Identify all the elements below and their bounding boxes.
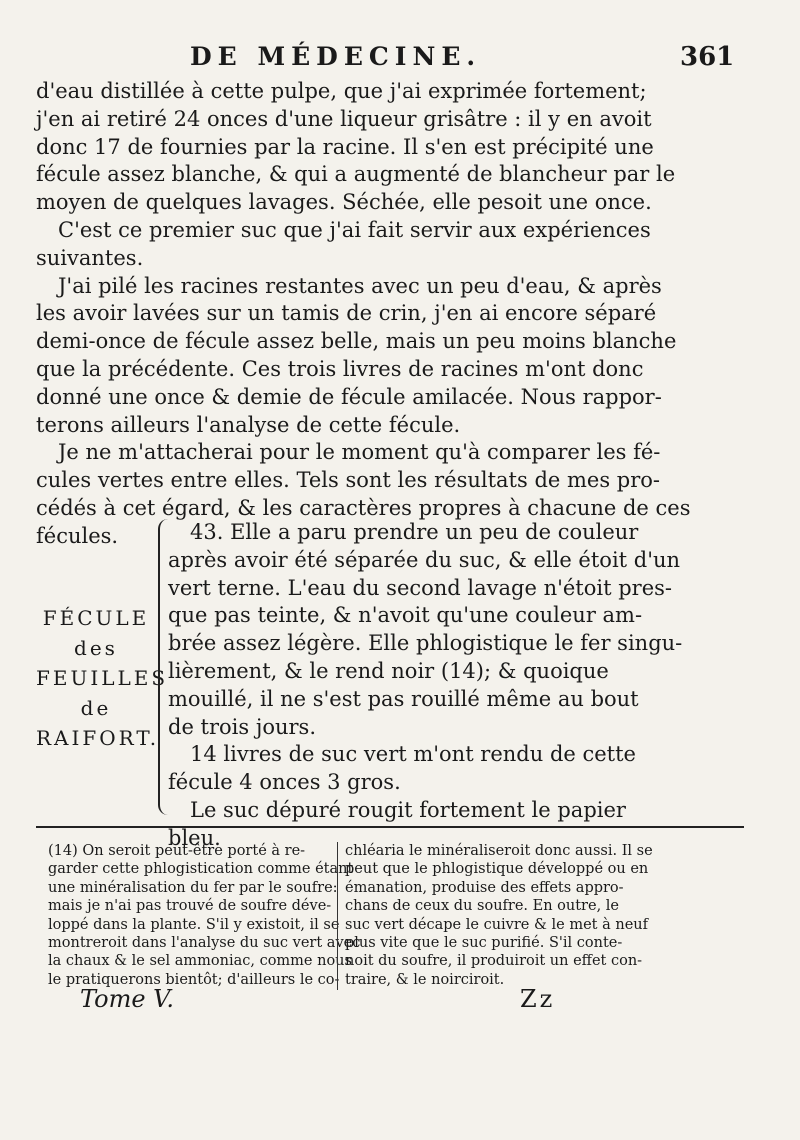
text-line: donné une once & demie de fécule amilacée. Nous rappor- (36, 384, 662, 409)
text-line: cules vertes entre elles. Tels sont les résultats de mes pro- (36, 468, 661, 493)
footnote-column-right (345, 842, 740, 989)
text-line: lièrement, & le rend noir (14); & quoique (168, 658, 609, 683)
volume-signature: Tome V. (80, 985, 174, 1013)
text-line: Le suc dépuré rougit fortement le papier (190, 797, 626, 822)
text-line: suivantes. (36, 245, 144, 270)
text-line: fécule 4 onces 3 gros. (168, 770, 401, 795)
text-line: bleu. (168, 825, 221, 850)
text-line: fécules. (36, 523, 119, 548)
footnote-line: chléaria le minéraliseroit donc aussi. Il se (345, 843, 653, 859)
page-header (0, 42, 800, 82)
paragraph (36, 217, 744, 273)
footnote-line: loppé dans la plante. S'il y existoit, il se (48, 916, 340, 933)
text-line: d'eau distillée à cette pulpe, que j'ai exprimée fortement; (36, 79, 647, 103)
text-line: J'ai pilé les racines restantes avec un peu d'eau, & après (58, 273, 662, 298)
section-text (168, 519, 744, 853)
text-line: vert terne. L'eau du second lavage n'étoit pres- (168, 575, 672, 600)
body-text (36, 78, 744, 551)
text-line: 43. Elle a paru prendre un peu de couleur (190, 520, 639, 544)
text-line: j'en ai retiré 24 onces d'une liqueur grisâtre : il y en avoit (36, 106, 652, 131)
footnote-line: plus vite que le suc purifié. S'il conte- (345, 935, 623, 952)
footnote-line: noit du soufre, il produiroit un effet con- (345, 953, 643, 970)
footnote-column-left (48, 842, 361, 989)
text-line: donc 17 de fournies par la racine. Il s'en est précipité une (36, 134, 654, 159)
footnote-line: émanation, produise des effets appro- (345, 879, 624, 896)
footnote-line: chans de ceux du soufre. En outre, le (345, 898, 620, 915)
footnote-line: montreroit dans l'analyse du suc vert avec (48, 935, 361, 952)
footnote-line: mais je n'ai pas trouvé de soufre déve- (48, 898, 332, 915)
footnotes (40, 842, 740, 992)
page-number: 361 (680, 42, 735, 72)
footnote-line: (14) On seroit peut-être porté à re- (48, 843, 306, 859)
text-line: les avoir lavées sur un tamis de crin, j'en ai encore séparé (36, 301, 657, 326)
margin-title (36, 603, 169, 753)
signature-mark: Zz (520, 985, 556, 1013)
text-line: fécule assez blanche, & qui a augmenté de blancheur par le (36, 162, 676, 187)
running-title: DE MÉDECINE. (190, 42, 482, 71)
margin-title-line: FEUILLES (36, 666, 169, 690)
footnote-line: suc vert décape le cuivre & le met à neuf (345, 916, 648, 933)
text-line: que la précédente. Ces trois livres de racines m'ont donc (36, 356, 644, 381)
margin-title-line: de (80, 696, 112, 720)
text-line: moyen de quelques lavages. Séchée, elle pesoit une once. (36, 190, 652, 215)
text-line: 14 livres de suc vert m'ont rendu de cette (190, 742, 636, 767)
text-line: Je ne m'attacherai pour le moment qu'à comparer les fé- (58, 440, 661, 465)
footnote-line: la chaux & le sel ammoniac, comme nous (48, 953, 352, 970)
footnote-line: traire, & le noirciroit. (345, 971, 505, 988)
text-line: cédés à cet égard, & les caractères propres à chacune de ces (36, 495, 691, 520)
section-43 (36, 519, 756, 850)
footnote-rule (36, 826, 744, 828)
text-line: C'est ce premier suc que j'ai fait servir aux expériences (58, 217, 651, 242)
footnote-line: peut que le phlogistique développé ou en (345, 861, 649, 878)
text-line: terons ailleurs l'analyse de cette fécule. (36, 412, 461, 437)
text-line: que pas teinte, & n'avoit qu'une couleur am- (168, 603, 643, 628)
footnote-line: une minéralisation du fer par le soufre: (48, 879, 338, 896)
footnote-column-divider (337, 842, 338, 990)
text-line: brée assez légère. Elle phlogistique le fer singu- (168, 631, 683, 656)
footnote-line: le pratiquerons bientôt; d'ailleurs le co- (48, 971, 340, 988)
margin-title-line: des (74, 636, 118, 660)
paragraph (36, 78, 744, 217)
paragraph (36, 273, 744, 440)
margin-title-line: RAIFORT. (36, 726, 160, 750)
footnote-line: garder cette phlogistication comme étant (48, 861, 354, 878)
text-line: demi-once de fécule assez belle, mais un peu moins blanche (36, 329, 677, 354)
text-line: après avoir été séparée du suc, & elle étoit d'un (168, 547, 681, 572)
text-line: mouillé, il ne s'est pas rouillé même au bout (168, 686, 639, 711)
margin-title-line: FÉCULE (42, 606, 150, 630)
text-line: de trois jours. (168, 714, 317, 739)
